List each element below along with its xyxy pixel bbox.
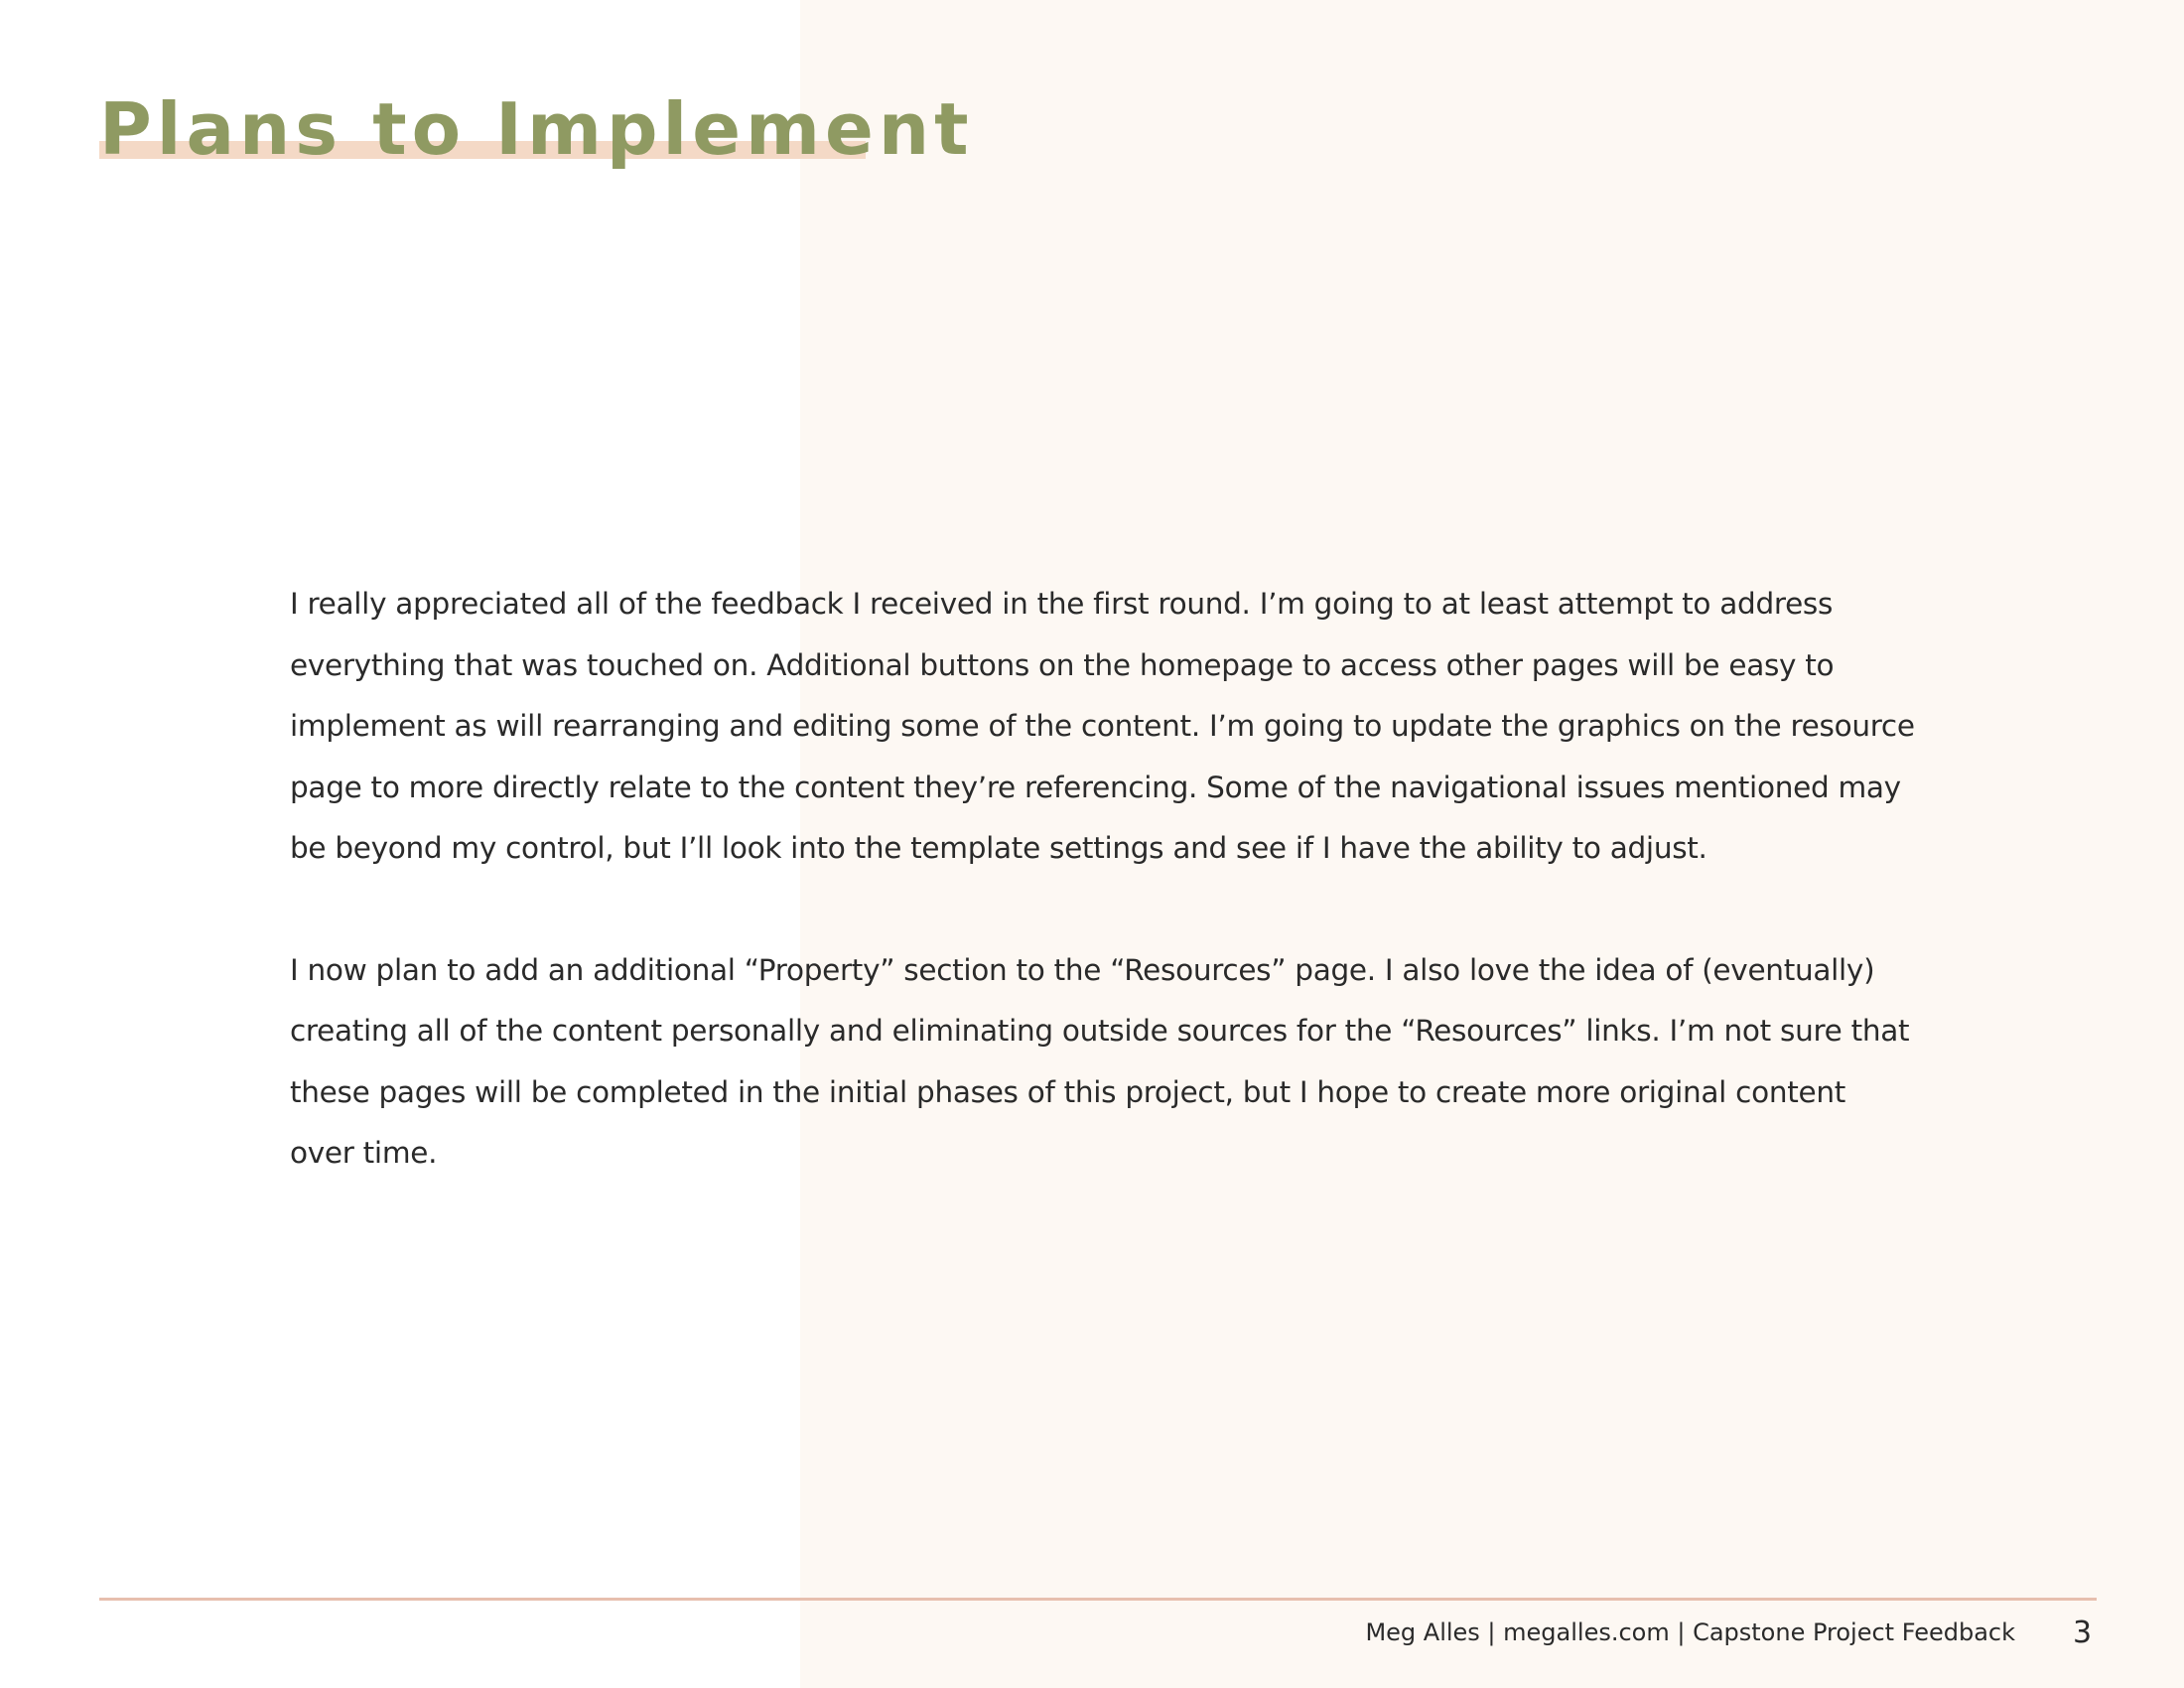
- title-block: [99, 79, 974, 179]
- page-number: 3: [2073, 1616, 2093, 1650]
- paragraph-1: I really appreciated all of the feedback I received in the first round. I’m going to at least attempt to address everything that was touched on. Additional buttons on the homepage to access other pages will be easy to implement as will rearranging and editing some of the content. I’m going to update the graphics on the resource page to more directly relate to the content they’re referencing. Some of the navigational issues mentioned may be beyond my control, but I’ll look into the template settings and see if I have the ability to adjust.: [290, 587, 1915, 865]
- footer-divider: [99, 1598, 2097, 1601]
- page-title: Plans to Implement: [99, 87, 974, 171]
- footer-credit: Meg Alles | megalles.com | Capstone Project Feedback: [1365, 1618, 2015, 1646]
- paragraph-2: I now plan to add an additional “Property” section to the “Resources” page. I also love the idea of (eventually) creating all of the content personally and eliminating outside sources for the “Resources” links. I’m not sure that these pages will be completed in the initial phases of this project, but I hope to create more original content over time.: [290, 952, 1910, 1170]
- body-content: [290, 574, 1918, 1245]
